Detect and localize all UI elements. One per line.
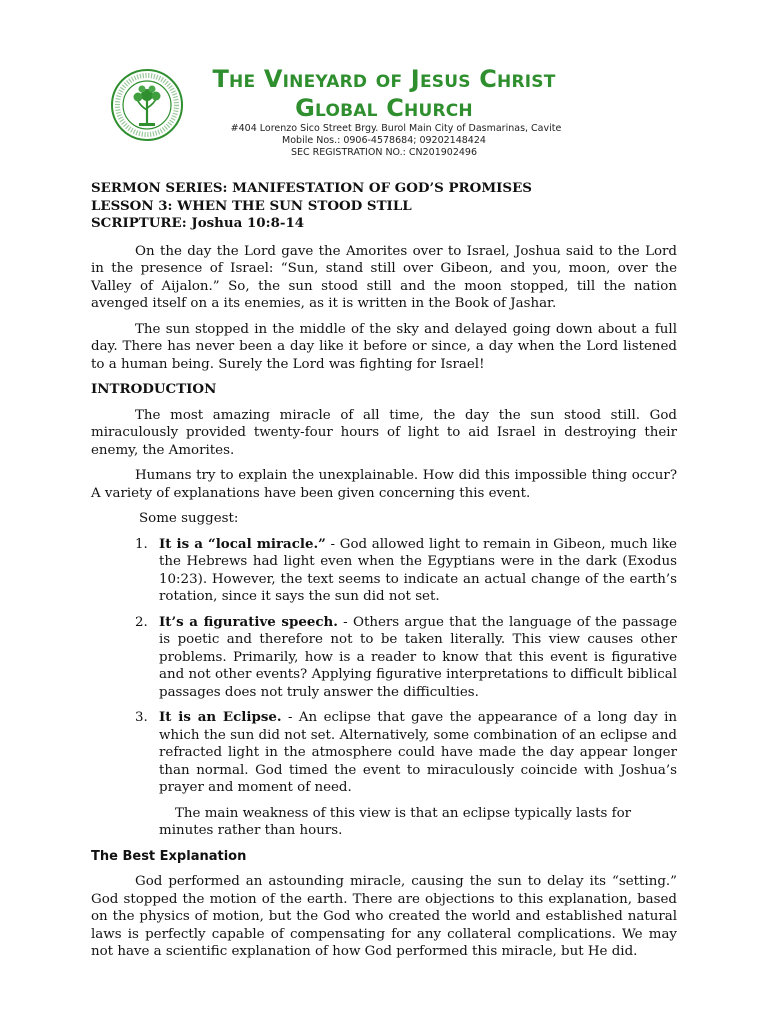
introduction-heading: INTRODUCTION [91,381,217,397]
explanation-text: - Others argue that the language of the passage is poetic and therefore not to be taken literally. This view causes other problems. Primarily, how is a reader to know that this event is figurative and not other events? Applying figurative interpretations to difficult biblical passages does not truly answer the difficulties. [159,614,677,700]
church-name-line2: Global Church [295,94,473,122]
scripture-paragraph-2: The sun stopped in the middle of the sky and delayed going down about a full day. There has never been a day like it before or since, a day when the Lord listened to a human being. Surely the Lord was fighting for Israel! [91,321,677,372]
some-suggest-label: Some suggest: [139,511,239,526]
explanation-title: It’s a figurative speech. [159,613,338,630]
explanation-title: It is an Eclipse. [159,709,282,725]
explanation-item [91,614,677,702]
introduction-paragraph-1: The most amazing miracle of all time, the day the sun stood still. God miraculously provided twenty-four hours of light to aid Israel in destroying their enemy, the Amorites. [91,407,677,458]
list-number: 1. [135,536,148,552]
explanation-title: It is a “local miracle.” [159,535,326,552]
scripture-heading: SCRIPTURE: Joshua 10:8-14 [91,215,305,231]
explanation-item [91,709,677,797]
explanation-text: - An eclipse that gave the appearance of a long day in which the sun did not set. Alternatively, some combination of an eclipse and refracted light in the atmosphere could have made the day appear longer than normal. God timed the event to miraculously coincide with Joshua’s prayer and moment of need. [159,710,677,795]
explanation-item [91,536,677,606]
scripture-paragraph-1: On the day the Lord gave the Amorites over to Israel, Joshua said to the Lord in the presence of Israel: “Sun, stand still over Gibeon, and you, moon, over the Valley of Aijalon.” So, the sun stood still and the moon stopped, till the nation avenged itself on a its enemies, as it is written in the Book of Jashar. [91,243,677,311]
explanation-text: - God allowed light to remain in Gibeon, much like the Hebrews had light even when the Egyptians were in the dark (Exodus 10:23). However, the text seems to indicate an actual change of the earth’s rotation, since it says the sun did not set. [159,536,677,604]
lesson-heading: LESSON 3: WHEN THE SUN STOOD STILL [91,197,412,214]
sec-registration: SEC REGISTRATION NO.: CN201902496 [290,147,478,158]
church-mobile-numbers: Mobile Nos.: 0906-4578684; 09202148424 [282,135,486,146]
best-explanation-heading: The Best Explanation [91,848,247,864]
best-explanation-paragraph: God performed an astounding miracle, causing the sun to delay its “setting.” God stopped the motion of the earth. There are objections to this explanation, based on the physics of motion, but the God who created the world and established natural laws is perfectly capable of compensating for any collateral complications. We may not have a scientific explanation of how God performed this miracle, but He did. [91,874,677,959]
church-name-line1: The Vineyard of Jesus Christ [212,65,556,93]
eclipse-weakness-note: The main weakness of this view is that an eclipse typically lasts for minutes rather than hours. [159,805,632,838]
list-number: 2. [135,614,148,630]
sermon-series-heading: SERMON SERIES: MANIFESTATION OF GOD’S PROMISES [91,180,532,196]
church-seal-logo [110,68,184,142]
introduction-paragraph-2: Humans try to explain the unexplainable. How did this impossible thing occur? A variety of explanations have been given concerning this event. [91,468,677,501]
church-address: #404 Lorenzo Sico Street Brgy. Burol Main City of Dasmarinas, Cavite [230,123,562,134]
sermon-body [91,180,677,961]
list-number: 3. [135,710,148,725]
